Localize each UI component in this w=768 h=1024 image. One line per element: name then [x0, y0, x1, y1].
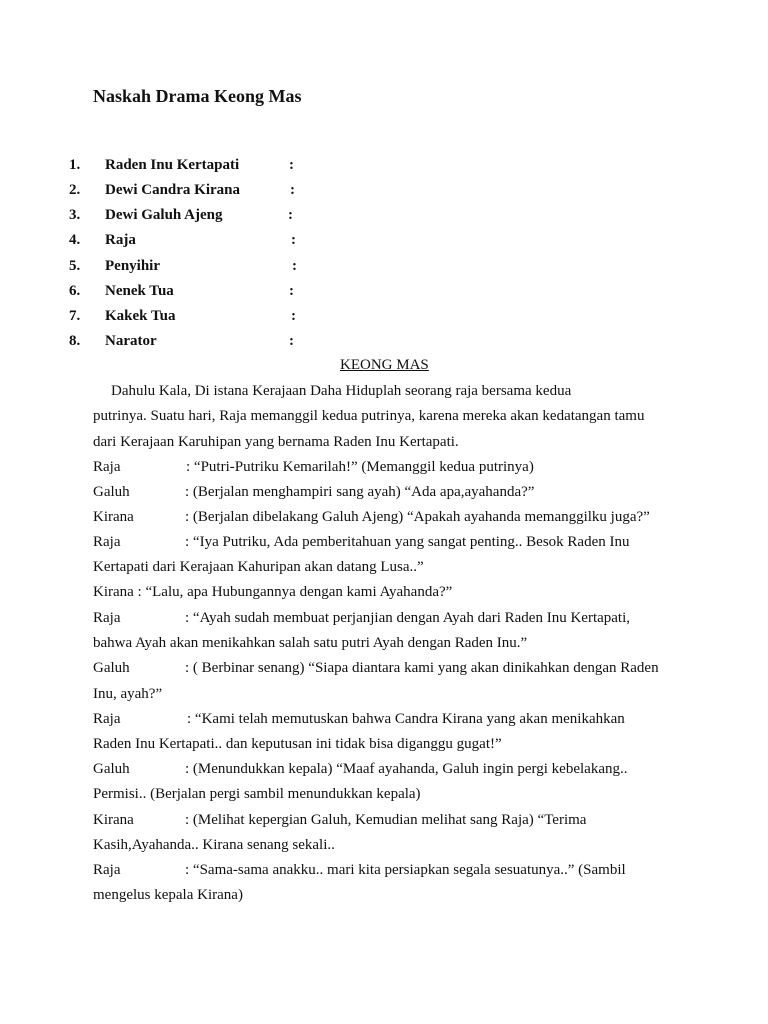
document-title: Naskah Drama Keong Mas — [93, 86, 302, 106]
cast-name: Narator — [105, 333, 157, 349]
cast-colon: : — [291, 308, 296, 324]
dialogue-line: : “Sama-sama anakku.. mari kita persiapkan segala sesuatunya..” (Sambil — [185, 862, 626, 878]
story-title: KEONG MAS — [340, 357, 429, 373]
cast-colon: : — [289, 333, 294, 349]
speaker-name: Raja — [93, 534, 121, 550]
cast-colon: : — [292, 258, 297, 274]
dialogue-line: Kasih,Ayahanda.. Kirana senang sekali.. — [93, 837, 335, 853]
cast-name: Raden Inu Kertapati — [105, 157, 240, 173]
dialogue-line: : “Ayah sudah membuat perjanjian dengan Ayah dari Raden Inu Kertapati, — [185, 610, 631, 626]
speaker-name: Galuh — [93, 660, 130, 676]
cast-number: 5. — [69, 258, 81, 274]
cast-number: 1. — [69, 157, 81, 173]
speaker-name: Raja — [93, 711, 121, 727]
dialogue-line: Raden Inu Kertapati.. dan keputusan ini tidak bisa diganggu gugat!” — [93, 736, 502, 752]
dialogue-line: : (Melihat kepergian Galuh, Kemudian melihat sang Raja) “Terima — [185, 812, 587, 828]
dialogue-line: Kirana : “Lalu, apa Hubungannya dengan kami Ayahanda?” — [93, 584, 453, 600]
cast-item — [0, 157, 320, 179]
speaker-name: Raja — [93, 862, 121, 878]
cast-number: 8. — [69, 333, 81, 349]
cast-number: 3. — [69, 207, 81, 223]
dialogue-line: bahwa Ayah akan menikahkan salah satu putri Ayah dengan Raden Inu.” — [93, 635, 528, 651]
cast-colon: : — [288, 207, 293, 223]
cast-item — [0, 258, 320, 280]
dialogue-line: : “Putri-Putriku Kemarilah!” (Memanggil kedua putrinya) — [186, 459, 534, 475]
cast-number: 6. — [69, 283, 81, 299]
cast-colon: : — [289, 283, 294, 299]
cast-name: Raja — [105, 232, 136, 248]
cast-item — [0, 182, 320, 204]
speaker-name: Galuh — [93, 484, 130, 500]
dialogue-line: Inu, ayah?” — [93, 686, 163, 702]
cast-name: Kakek Tua — [105, 308, 176, 324]
speaker-name: Galuh — [93, 761, 130, 777]
dialogue-line: : (Menundukkan kepala) “Maaf ayahanda, Galuh ingin pergi kebelakang.. — [185, 761, 628, 777]
speaker-name: Raja — [93, 459, 121, 475]
speaker-name: Kirana — [93, 509, 134, 525]
dialogue-line: : “Kami telah memutuskan bahwa Candra Kirana yang akan menikahkan — [187, 711, 625, 727]
intro-line: dari Kerajaan Karuhipan yang bernama Raden Inu Kertapati. — [93, 434, 459, 450]
cast-colon: : — [290, 182, 295, 198]
cast-name: Penyihir — [105, 258, 160, 274]
dialogue-line: mengelus kepala Kirana) — [93, 887, 243, 903]
dialogue-line: : “Iya Putriku, Ada pemberitahuan yang sangat penting.. Besok Raden Inu — [185, 534, 630, 550]
cast-name: Nenek Tua — [105, 283, 174, 299]
intro-line: Dahulu Kala, Di istana Kerajaan Daha Hiduplah seorang raja bersama kedua — [111, 383, 572, 399]
cast-item — [0, 283, 320, 305]
cast-number: 2. — [69, 182, 81, 198]
speaker-name: Raja — [93, 610, 121, 626]
dialogue-line: : (Berjalan dibelakang Galuh Ajeng) “Apakah ayahanda memanggilku juga?” — [185, 509, 650, 525]
dialogue-line: Kertapati dari Kerajaan Kahuripan akan datang Lusa..” — [93, 559, 424, 575]
speaker-name: Kirana — [93, 812, 134, 828]
cast-number: 4. — [69, 232, 81, 248]
intro-line: putrinya. Suatu hari, Raja memanggil kedua putrinya, karena mereka akan kedatangan tamu — [93, 408, 645, 424]
cast-colon: : — [291, 232, 296, 248]
cast-colon: : — [289, 157, 294, 173]
cast-item — [0, 232, 320, 254]
cast-name: Dewi Galuh Ajeng — [105, 207, 223, 223]
dialogue-line: : ( Berbinar senang) “Siapa diantara kami yang akan dinikahkan dengan Raden — [185, 660, 659, 676]
cast-item — [0, 207, 320, 229]
cast-item — [0, 308, 320, 330]
cast-item — [0, 333, 320, 355]
cast-name: Dewi Candra Kirana — [105, 182, 240, 198]
dialogue-line: Permisi.. (Berjalan pergi sambil menundukkan kepala) — [93, 786, 421, 802]
cast-number: 7. — [69, 308, 81, 324]
dialogue-line: : (Berjalan menghampiri sang ayah) “Ada apa,ayahanda?” — [185, 484, 535, 500]
